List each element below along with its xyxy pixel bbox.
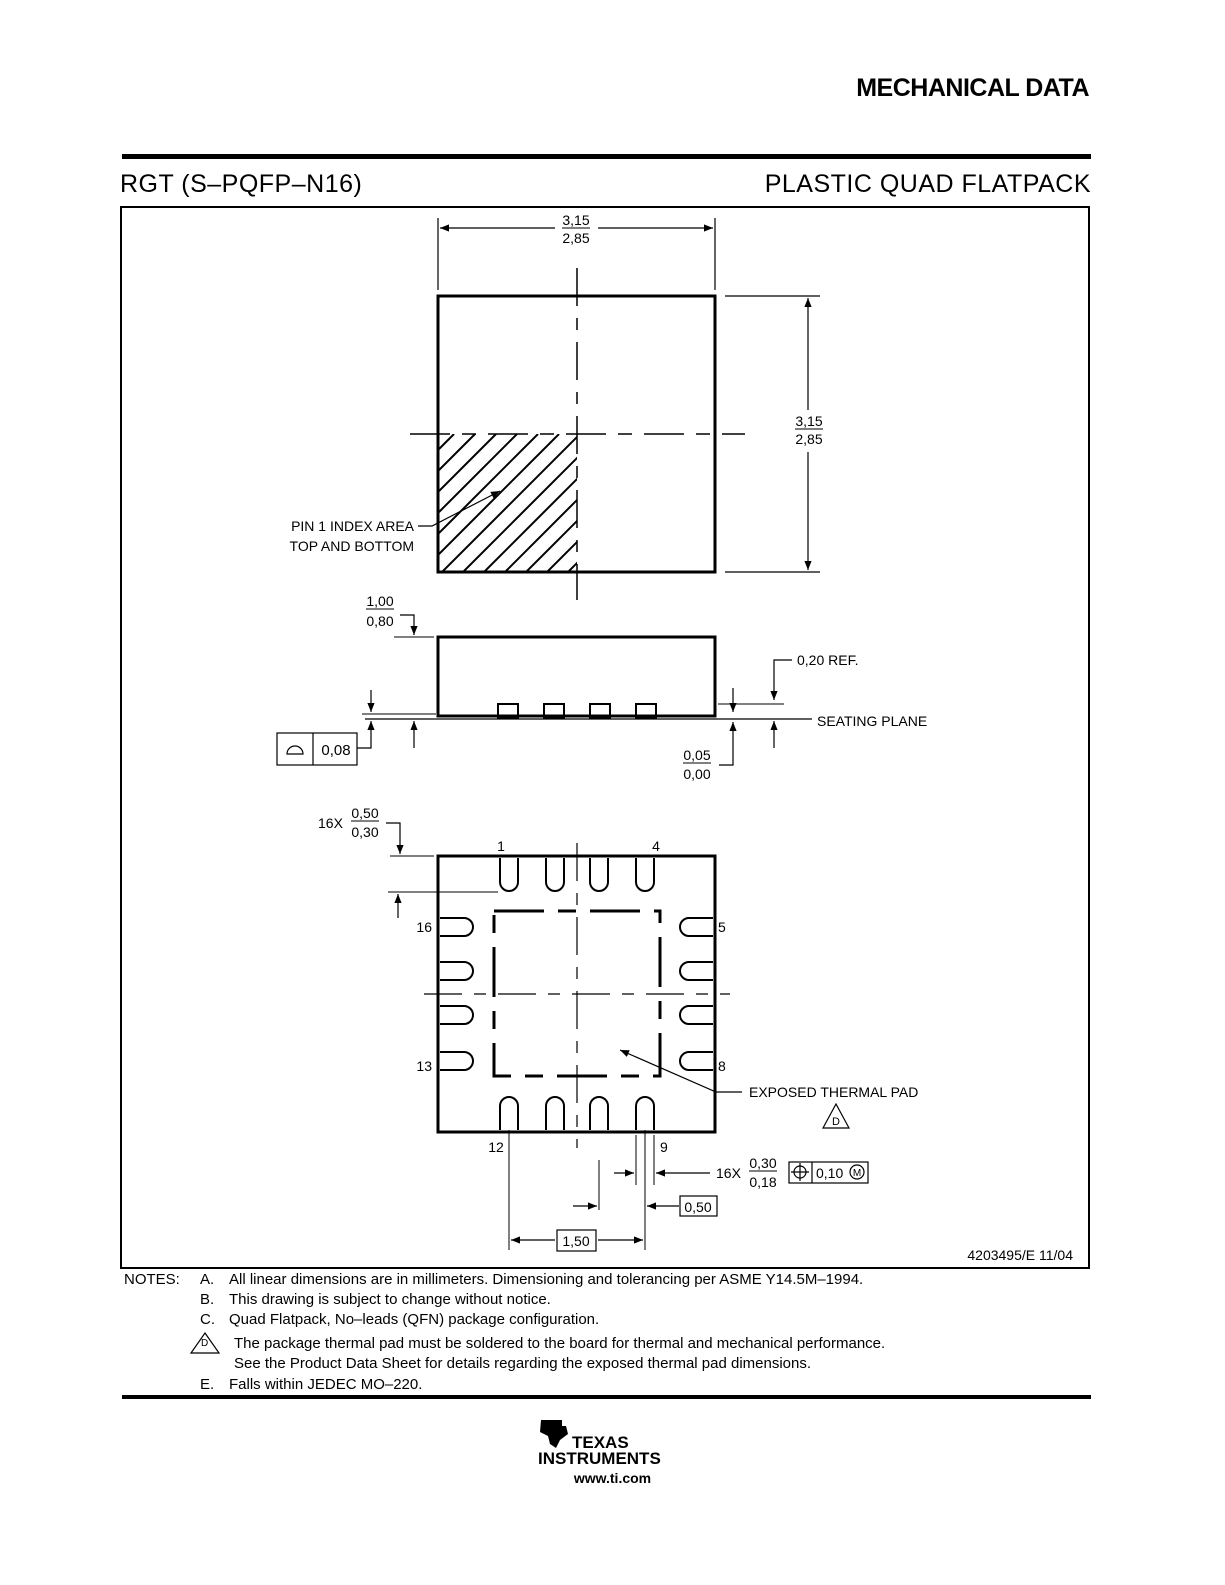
- lead-length-prefix: 16X: [318, 815, 343, 831]
- ti-logo-icon: [536, 1418, 686, 1468]
- note-d-flag-letter: D: [832, 1116, 840, 1128]
- standoff-max: 0,05: [683, 747, 711, 763]
- note-e-text: Falls within JEDEC MO–220.: [229, 1376, 423, 1393]
- pin1-label-line2: TOP AND BOTTOM: [289, 538, 414, 554]
- pin-number-1: 1: [497, 838, 505, 854]
- top-width-min: 2,85: [562, 230, 590, 246]
- bottom-view: [318, 805, 1073, 1263]
- notes-label: NOTES:: [124, 1271, 180, 1288]
- note-d-text-continued: See the Product Data Sheet for details regarding the exposed thermal pad dimensions.: [234, 1355, 812, 1372]
- pin-number-9: 9: [660, 1139, 668, 1155]
- flatness-symbol-icon: [287, 746, 303, 754]
- package-type: PLASTIC QUAD FLATPACK: [764, 170, 1091, 198]
- side-view-body: [438, 637, 715, 716]
- pitch-value: 0,50: [684, 1199, 712, 1215]
- standoff-min: 0,00: [683, 766, 711, 782]
- lead-width-prefix: 16X: [716, 1165, 741, 1181]
- pin-number-16: 16: [416, 919, 432, 935]
- ti-brand-line1: TEXAS: [572, 1433, 629, 1452]
- top-height-max: 3,15: [795, 413, 823, 429]
- footer-url[interactable]: www.ti.com: [573, 1470, 652, 1486]
- side-view: [277, 593, 927, 782]
- page-header-title: MECHANICAL DATA: [856, 74, 1089, 102]
- top-view: [290, 212, 823, 600]
- note-a-text: All linear dimensions are in millimeters. Dimensioning and tolerancing per ASME Y14.5M–1994.: [229, 1271, 864, 1288]
- pin-number-8: 8: [718, 1058, 726, 1074]
- thickness-min: 0,80: [366, 613, 394, 629]
- span-value: 1,50: [562, 1233, 590, 1249]
- note-d-letter: D: [201, 1338, 209, 1349]
- note-c-text: Quad Flatpack, No–leads (QFN) package configuration.: [229, 1311, 600, 1328]
- texas-instruments-logo: [536, 1418, 686, 1473]
- pin-number-4: 4: [652, 838, 660, 854]
- top-width-max: 3,15: [562, 212, 590, 228]
- note-a-letter: A.: [200, 1271, 215, 1288]
- lead-width-min: 0,18: [749, 1174, 777, 1190]
- thickness-max: 1,00: [366, 593, 394, 609]
- top-height-min: 2,85: [795, 431, 823, 447]
- ti-brand-line2: INSTRUMENTS: [538, 1449, 661, 1468]
- mmc-modifier-letter: M: [852, 1168, 862, 1179]
- pin-number-12: 12: [488, 1139, 504, 1155]
- lead-width-max: 0,30: [749, 1155, 777, 1171]
- package-name: RGT (S–PQFP–N16): [120, 170, 363, 198]
- document-number: 4203495/E 11/04: [967, 1247, 1073, 1263]
- pin1-leader: [418, 491, 500, 526]
- lead-length-max: 0,50: [351, 805, 379, 821]
- thermal-pad-label: EXPOSED THERMAL PAD: [749, 1084, 919, 1100]
- note-e-letter: E.: [200, 1376, 215, 1393]
- note-c-letter: C.: [200, 1311, 215, 1328]
- note-b-letter: B.: [200, 1291, 215, 1308]
- note-b-text: This drawing is subject to change without notice.: [229, 1291, 551, 1308]
- pin-number-13: 13: [416, 1058, 432, 1074]
- lead-length-min: 0,30: [351, 824, 379, 840]
- position-symbol-icon: [791, 1163, 809, 1181]
- drawing-frame: [121, 207, 1089, 1268]
- flatness-value: 0,08: [321, 742, 351, 759]
- position-tolerance-value: 0,10: [816, 1165, 844, 1181]
- seating-plane-label: SEATING PLANE: [817, 713, 928, 729]
- ref-dimension: 0,20 REF.: [797, 652, 859, 668]
- pin1-hatch: [438, 434, 706, 585]
- note-d-text: The package thermal pad must be soldered to the board for thermal and mechanical performance.: [234, 1335, 886, 1352]
- pin1-label-line1: PIN 1 INDEX AREA: [291, 518, 414, 534]
- pin-number-5: 5: [718, 919, 726, 935]
- section-bottom-rule: [122, 1395, 1091, 1399]
